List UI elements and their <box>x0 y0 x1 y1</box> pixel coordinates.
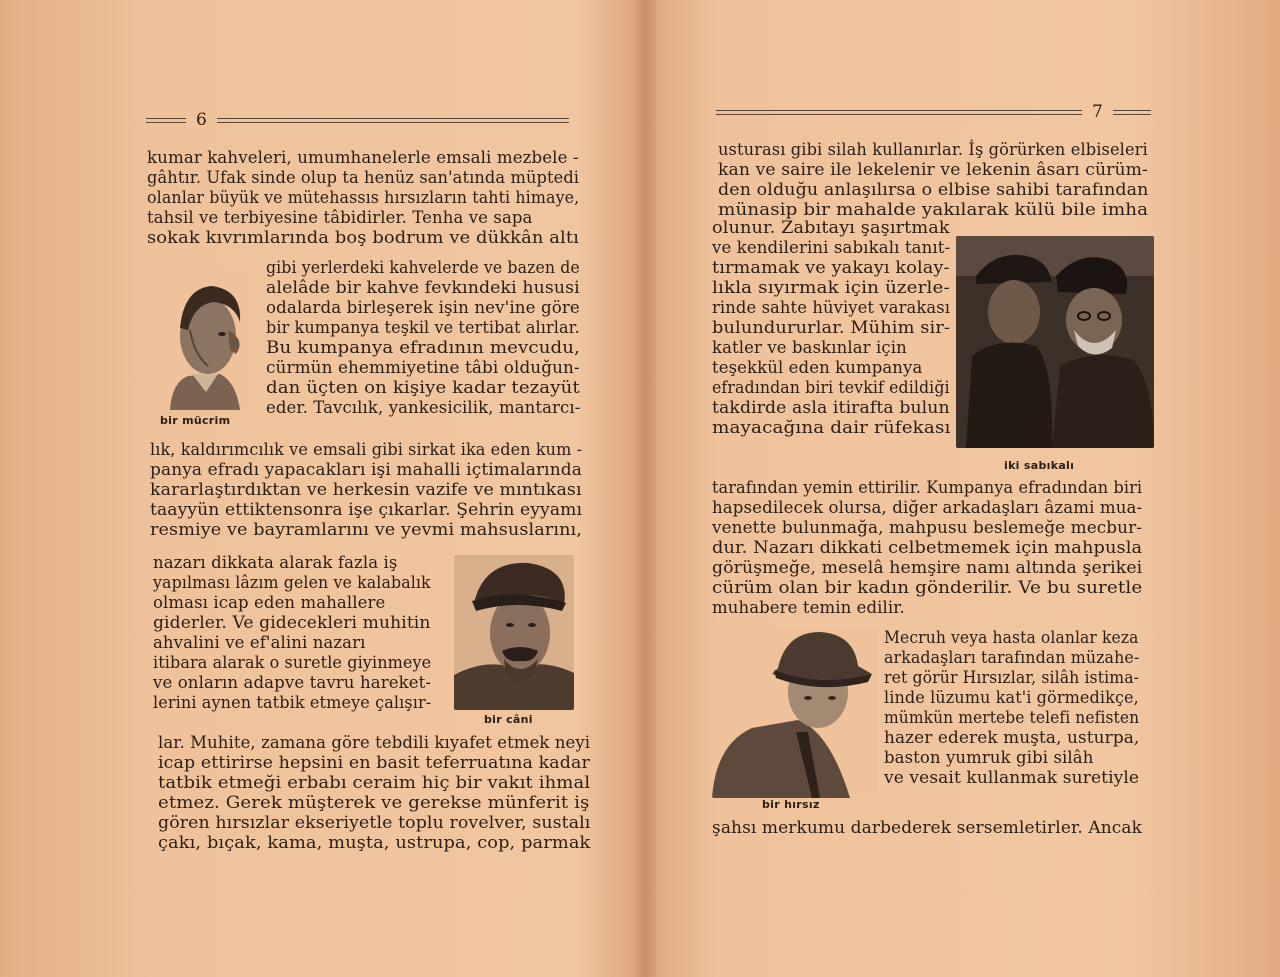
text-line: itibara alarak o suretle giyinmeye <box>153 653 432 672</box>
text-line: rinde sahte hüviyet varakası <box>712 298 951 317</box>
text-line: tahsil ve terbiyesine tâbidirler. Tenha ve sapa <box>147 208 533 227</box>
text-line: cürmün ehemmiyetine tâbi olduğun- <box>266 358 580 377</box>
text-line: mümkün mertebe telefi nefisten <box>884 708 1140 727</box>
text-line: lerini aynen tatbik etmeye çalışır- <box>153 693 432 712</box>
text-line: resmiye ve bayramlarını ve yevmi mahsuslarını, <box>150 520 582 539</box>
text-line: gören hırsızlar ekseriyetle toplu rovelver, sustalı <box>158 813 591 832</box>
text-line: katler ve baskınlar için <box>712 338 907 357</box>
text-line: gibi yerlerdeki kahvelerde ve bazen de <box>266 258 580 277</box>
text-line: icap ettirirse hepsini en basit teferruatına kadar <box>158 753 590 772</box>
text-line: ve kendilerini sabıkalı tanıt- <box>712 238 951 257</box>
figure-thief <box>712 628 882 813</box>
text-line: ret görür Hırsızlar, silâh istima- <box>884 668 1140 687</box>
figure-criminal <box>150 270 254 435</box>
text-line: odalarda birleşerek işin nev'ine göre <box>266 298 580 317</box>
page-number: 7 <box>1092 102 1103 122</box>
figure-caption: bir câni <box>484 713 533 726</box>
text-line: alelâde bir kahve fevkındeki hususi <box>266 278 580 297</box>
text-line: tarafından yemin ettirilir. Kumpanya efradından biri <box>712 478 1143 497</box>
text-line: takdirde asla itirafta bulun <box>712 398 950 417</box>
text-line: ve vesait kullanmak suretiyle <box>884 768 1140 787</box>
text-line: arkadaşları tarafından müzahe- <box>884 648 1140 667</box>
text-line: kararlaştırdıktan ve herkesin vazife ve mıntıkası <box>150 480 582 499</box>
text-line: venette bulunmağa, mahpusu beslemeğe mecbur- <box>712 518 1143 537</box>
thief-portrait-icon <box>712 628 878 798</box>
text-line: efradından biri tevkif edildiği <box>712 378 950 397</box>
text-line: panya efradı yapacakları işi mahalli içtimalarında <box>150 460 582 479</box>
text-line: olunur. Zabıtayı şaşırtmak <box>712 218 950 237</box>
figure-murderer <box>454 555 578 730</box>
text-line: lıkla sıyırmak için üzerle- <box>712 278 950 297</box>
text-line: linde lüzumu kat'i görmedikçe, <box>884 688 1139 707</box>
text-line: dur. Nazarı dikkati celbetmemek için mahpusla <box>712 538 1143 557</box>
header-rule <box>217 118 569 123</box>
text-line: münasip bir mahalde yakılarak külü bile imha <box>718 200 1149 219</box>
text-line: Bu kumpanya efradının mevcudu, <box>266 338 581 357</box>
text-line: olanlar büyük ve mütehassıs hırsızların tahti himaye, <box>147 188 580 207</box>
text-line: bir kumpanya teşkil ve tertibat alırlar. <box>266 318 580 337</box>
text-line: gâhtır. Ufak sinde olup ta henüz san'atında müptedi <box>147 168 580 187</box>
text-line: dan üçten on kişiye kadar tezayüt <box>266 378 580 397</box>
text-line: kumar kahveleri, umumhanelerle emsali mezbele - <box>147 148 579 167</box>
text-line: lar. Muhite, zamana göre tebdili kıyafet etmek neyi <box>158 733 591 752</box>
figure-caption: bir hırsız <box>762 798 820 811</box>
figure-two-convicts <box>956 236 1154 476</box>
text-line: taayyün ettiktensonra işe çıkarlar. Şehrin eyyamı <box>150 500 583 519</box>
text-line: hapsedilecek olursa, diğer arkadaşları âzami mua- <box>712 498 1143 517</box>
header-rule <box>716 110 1082 115</box>
text-line: giderler. Ve gidecekleri muhitin <box>153 613 431 632</box>
text-line: ahvalini ve ef'alini nazarı <box>153 633 366 652</box>
text-line: usturası gibi silah kullanırlar. İş görürken elbiseleri <box>718 140 1148 159</box>
figure-caption: iki sabıkalı <box>1004 459 1075 472</box>
text-line: etmez. Gerek müşterek ve gerekse münferit iş <box>158 793 590 812</box>
text-line: ve onların adapve tavru hareket- <box>153 673 432 692</box>
text-line: sokak kıvrımlarında boş bodrum ve dükkân altı <box>147 228 579 247</box>
right-page <box>640 0 1280 977</box>
two-convicts-photo-icon <box>956 236 1154 448</box>
text-line: bulundururlar. Mühim sir- <box>712 318 951 337</box>
page-number: 6 <box>196 110 207 130</box>
text-line: tatbik etmeği erbabı ceraim hiç bir vakıt ihmal <box>158 773 591 792</box>
text-line: görüşmeğe, meselâ hemşire namı altında şerikei <box>712 558 1143 577</box>
page-header-left <box>146 112 569 129</box>
text-line: eder. Tavcılık, yankesicilik, mantarcı- <box>266 398 581 417</box>
text-line: den olduğu anlaşılırsa o elbise sahibi tarafından <box>718 180 1149 199</box>
header-rule <box>146 118 186 123</box>
text-line: mayacağına dair rüfekası <box>712 418 951 437</box>
text-line: cürüm olan bir kadın gönderilir. Ve bu suretle <box>712 578 1143 597</box>
text-line: teşekkül eden kumpanya <box>712 358 923 377</box>
text-line: çakı, bıçak, kama, muşta, ustrupa, cop, parmak <box>158 833 591 852</box>
text-line: baston yumruk gibi silâh <box>884 748 1094 767</box>
text-line: Mecruh veya hasta olanlar keza <box>884 628 1139 647</box>
murderer-portrait-icon <box>454 555 574 710</box>
header-rule <box>1113 110 1151 115</box>
text-line: muhabere temin edilir. <box>712 598 905 617</box>
figure-caption: bir mücrim <box>160 414 231 427</box>
text-line: olması icap eden mahallere <box>153 593 386 612</box>
text-line: nazarı dikkata alarak fazla iş <box>153 553 398 572</box>
page-header-right <box>716 104 1151 121</box>
text-line: şahsı merkumu darbederek sersemletirler. Ancak <box>712 818 1142 837</box>
text-line: yapılması lâzım gelen ve kalabalık <box>153 573 431 592</box>
text-line: kan ve saire ile lekelenir ve lekenin âsarı cürüm- <box>718 160 1148 179</box>
text-line: lık, kaldırımcılık ve emsali gibi sirkat ika eden kum - <box>150 440 583 459</box>
criminal-portrait-icon <box>150 270 250 410</box>
text-line: hazer ederek muşta, usturpa, <box>884 728 1140 747</box>
text-line: tırmamak ve yakayı kolay- <box>712 258 950 277</box>
